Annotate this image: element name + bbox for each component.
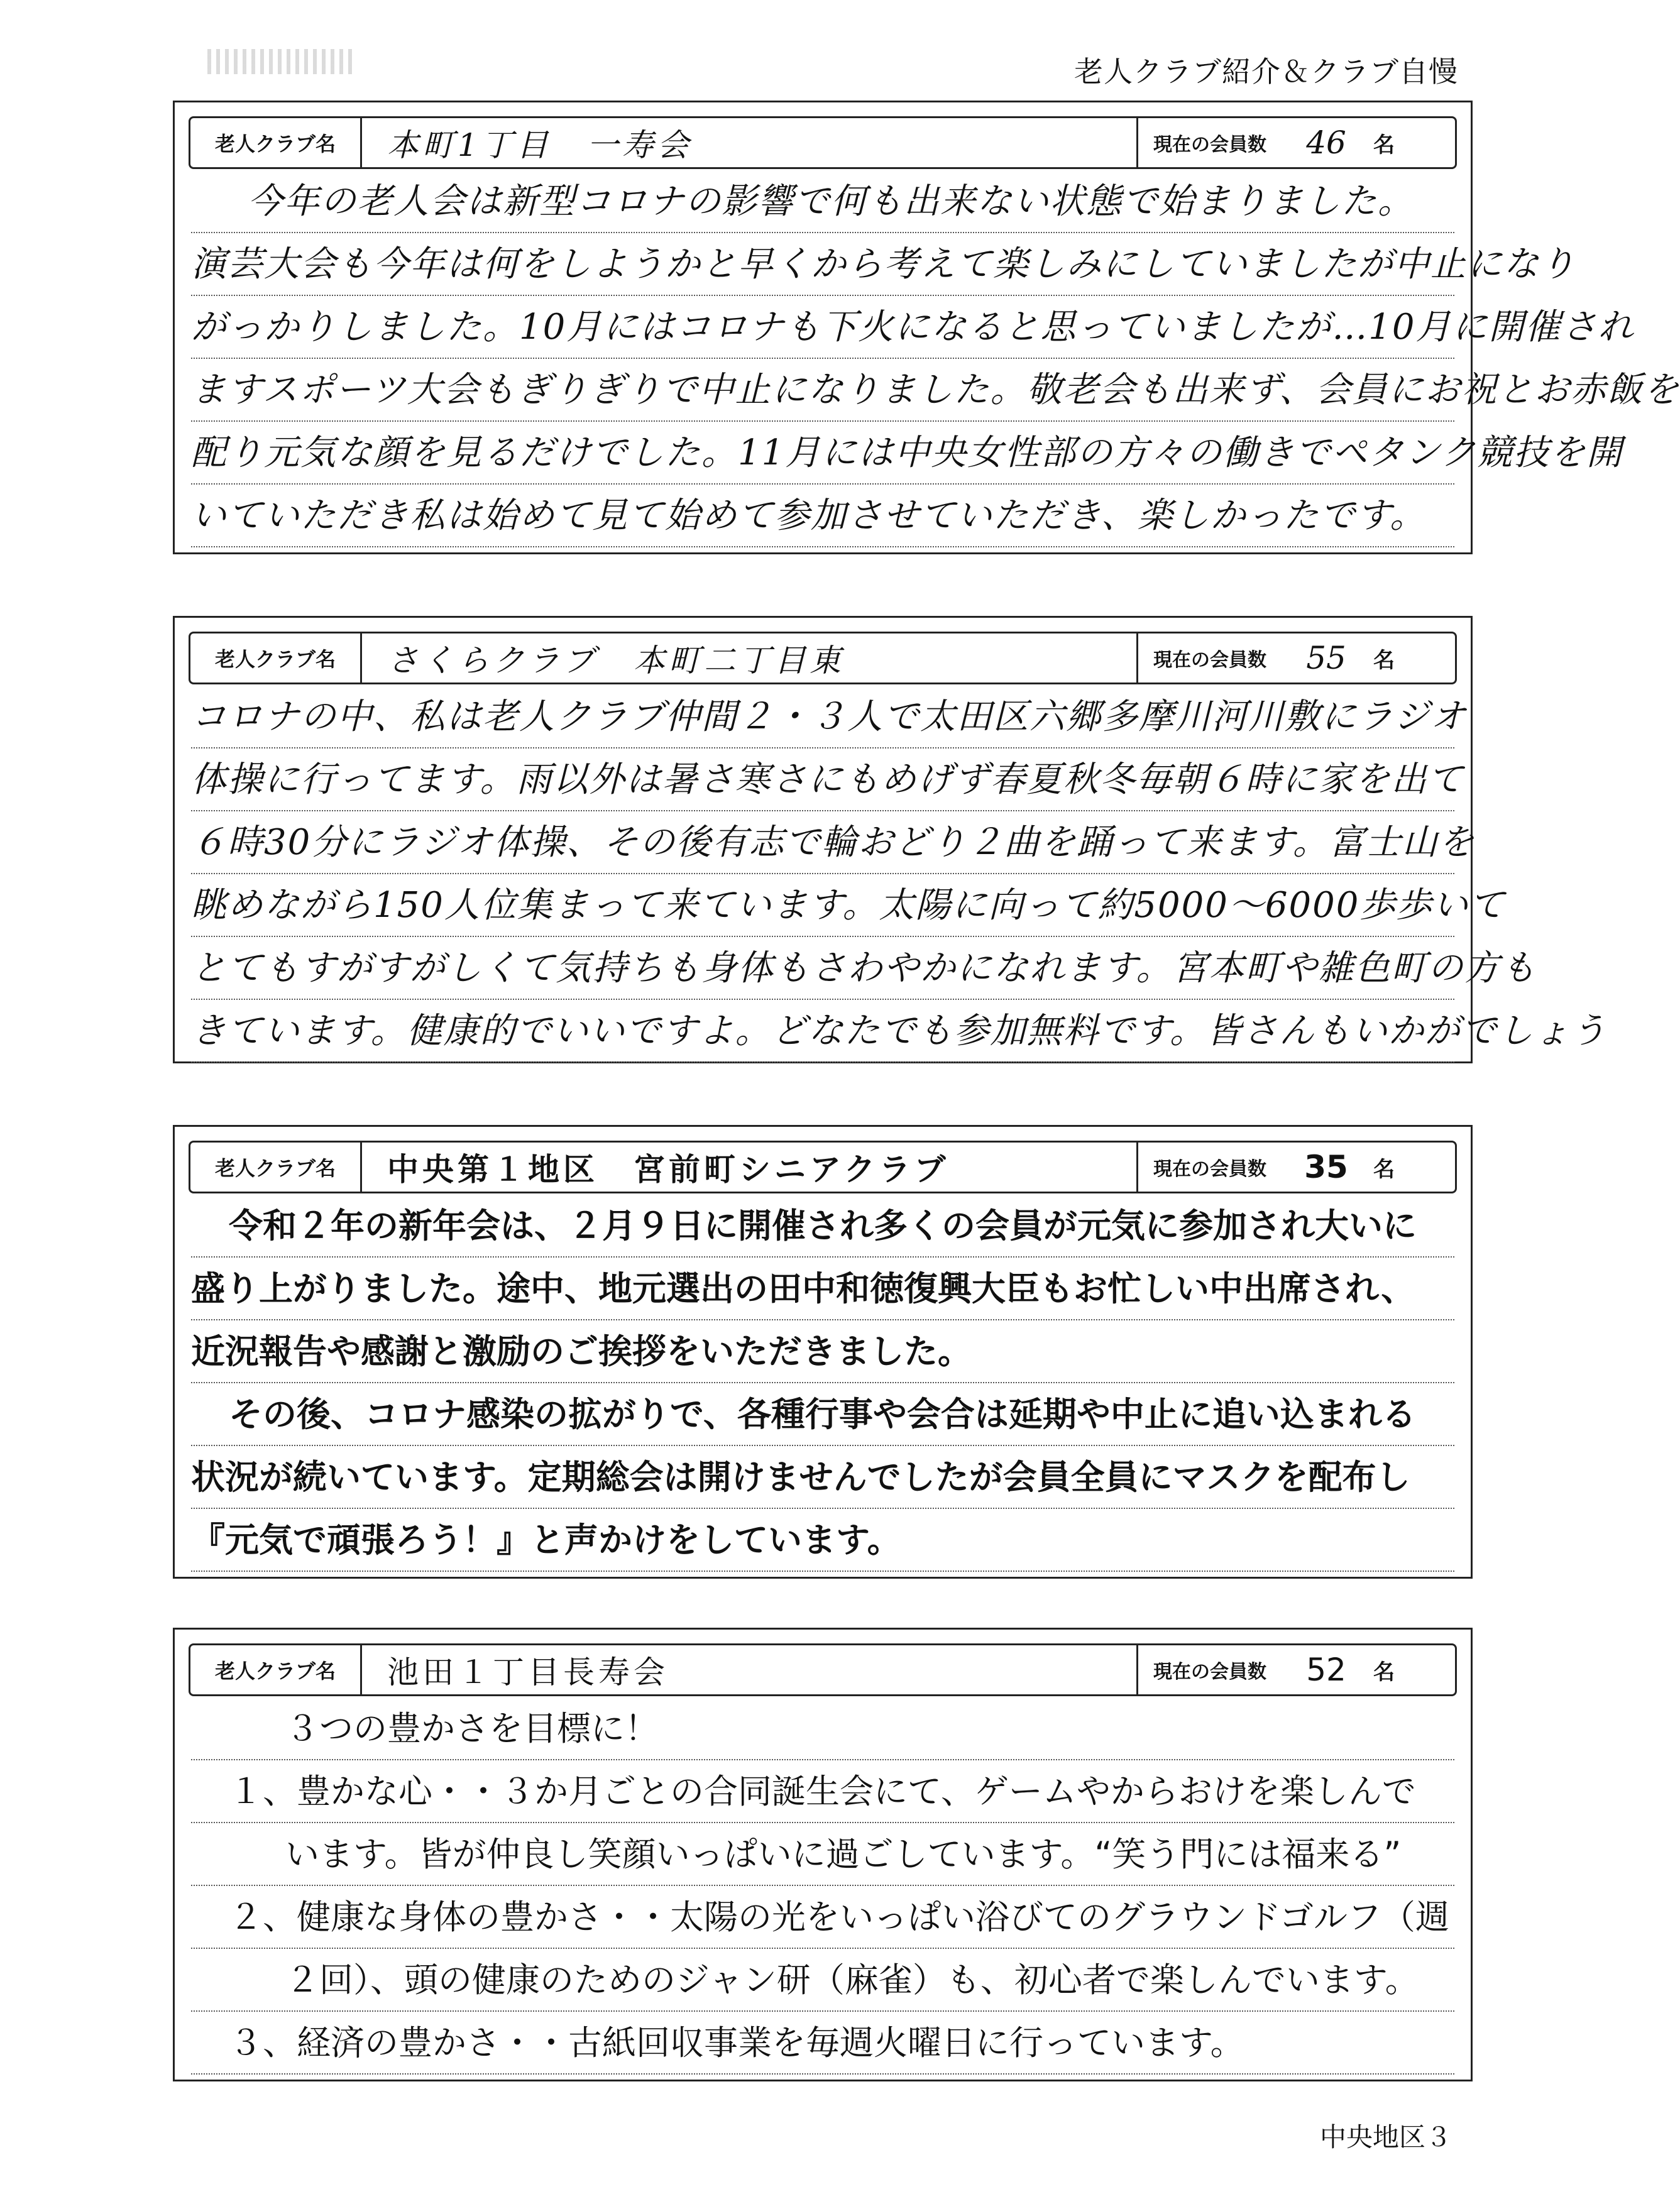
club-body [191,1195,1454,1572]
text-line: ２、健康な身体の豊かさ・・太陽の光をいっぱい浴びてのグラウンドゴルフ（週 [191,1886,1454,1949]
member-count-box [1136,118,1455,167]
club-name-label: 老人クラブ名 [190,633,362,683]
text-line: います。皆が仲良し笑顔いっぱいに過ごしています。“笑う門には福来る” [191,1823,1454,1886]
member-count-box [1136,633,1455,683]
club-header [189,632,1457,684]
member-count-unit: 名 [1373,132,1395,158]
club-card-4 [173,1628,1473,2081]
club-body [191,1697,1454,2075]
text-line: 状況が続いています。定期総会は開けませんでしたが会員全員にマスクを配布し [191,1446,1454,1509]
text-line: 盛り上がりました。途中、地元選出の田中和徳復興大臣もお忙しい中出席され、 [191,1258,1454,1320]
text-line: がっかりしました。10月にはコロナも下火になると思っていましたが…10月に開催され [191,296,1454,359]
member-count-label: 現在の会員数 [1153,134,1266,156]
member-count-label: 現在の会員数 [1153,1661,1266,1683]
text-line: ますスポーツ大会もぎりぎりで中止になりました。敬老会も出来ず、会員にお祝とお赤飯を [191,359,1454,422]
page-number: 中央地区３ [1319,2122,1452,2152]
text-line: 令和２年の新年会は、２月９日に開催され多くの会員が元気に参加され大いに [191,1195,1454,1258]
club-header [189,116,1457,169]
club-header [189,1141,1457,1193]
club-name: さくらクラブ 本町二丁目東 [387,642,845,679]
club-body [191,170,1680,547]
member-count-label: 現在の会員数 [1153,1158,1266,1180]
member-count-unit: 名 [1373,647,1395,673]
club-name: 池田１丁目長寿会 [387,1654,669,1691]
text-line: 体操に行ってます。雨以外は暑さ寒さにもめげず春夏秋冬毎朝６時に家を出て [191,748,1454,811]
club-header [189,1643,1457,1696]
member-count-unit: 名 [1373,1659,1395,1685]
text-line: コロナの中、私は老人クラブ仲間２・３人で太田区六郷多摩川河川敷にラジオ [191,686,1454,748]
club-card-2 [173,616,1608,1063]
club-card-3 [173,1125,1473,1579]
scan-artifact [207,49,352,74]
text-line: 今年の老人会は新型コロナの影響で何も出来ない状態で始まりました。 [191,170,1454,233]
text-line: 配り元気な顔を見るだけでした。11月には中央女性部の方々の働きでペタンク競技を開 [191,422,1454,485]
member-count-unit: 名 [1373,1156,1395,1182]
club-name-label: 老人クラブ名 [190,1645,362,1694]
text-line: 演芸大会も今年は何をしようかと早くから考えて楽しみにしていましたが中止になり [191,233,1454,296]
member-count-box [1136,1143,1455,1192]
text-line: ３つの豊かさを目標に！ [191,1697,1454,1760]
member-count-box [1136,1645,1455,1694]
text-line: ３、経済の豊かさ・・古紙回収事業を毎週火曜日に行っています。 [191,2012,1454,2075]
club-name: 本町1丁目 一寿会 [387,127,693,163]
club-body [191,686,1608,1063]
text-line: とてもすがすがしくて気持ちも身体もさわやかになれます。宮本町や雑色町の方も [191,937,1454,1000]
text-line: 眺めながら150人位集まって来ています。太陽に向って約5000〜6000歩歩いて [191,874,1454,937]
club-name: 中央第１地区 宮前町シニアクラブ [387,1151,950,1188]
text-line: ２回）、頭の健康のためのジャン研（麻雀）も、初心者で楽しんでいます。 [191,1949,1454,2012]
text-line: その後、コロナ感染の拡がりで、各種行事や会合は延期や中止に追い込まれる [191,1383,1454,1446]
text-line: 近況報告や感謝と激励のご挨拶をいただきました。 [191,1320,1454,1383]
member-count-value: 46 [1306,124,1346,161]
text-line: １、豊かな心・・３か月ごとの合同誕生会にて、ゲームやからおけを楽しんで [191,1760,1454,1823]
club-name-label: 老人クラブ名 [190,1143,362,1192]
member-count-value: 55 [1306,640,1346,676]
club-card-1 [173,101,1680,554]
text-line: きています。健康的でいいですよ。どなたでも参加無料です。皆さんもいかがでしょう [191,1000,1454,1063]
member-count-label: 現在の会員数 [1153,649,1266,671]
member-count-value: 35 [1304,1149,1348,1185]
page-title: 老人クラブ紹介＆クラブ自慢 [1074,55,1458,89]
text-line: 『元気で頑張ろう！』と声かけをしています。 [191,1509,1454,1572]
text-line: ６時30分にラジオ体操、その後有志で輪おどり２曲を踊って来ます。富士山を [191,811,1454,874]
member-count-value: 52 [1306,1652,1346,1688]
club-name-label: 老人クラブ名 [190,118,362,167]
text-line: いていただき私は始めて見て始めて参加させていただき、楽しかったです。 [191,485,1454,547]
